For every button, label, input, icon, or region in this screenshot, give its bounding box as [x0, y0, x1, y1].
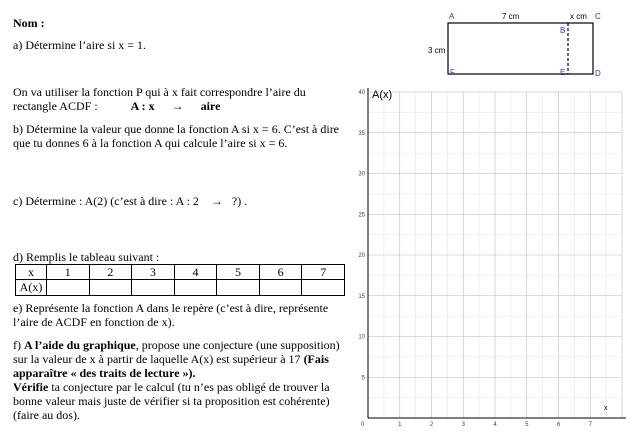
f-rest: , propose une conjecture (une supposition) [135, 338, 340, 352]
table-cell: 5 [217, 265, 260, 280]
question-f-line3: apparaître « des traits de lecture »). [13, 366, 196, 380]
question-c: c) Détermine : A(2) (c’est à dire : A : 2 → ?) . [13, 194, 248, 208]
x-axis-label: x [604, 405, 608, 412]
label-top-length: 7 cm [502, 12, 520, 21]
label-height: 3 cm [428, 46, 446, 55]
nom-label: Nom : [13, 16, 45, 30]
x-tick-label: 6 [556, 422, 561, 428]
question-b-line2: que tu donnes 6 à la fonction A qui calcule l’aire si x = 6. [13, 136, 288, 150]
x-tick-label: 4 [493, 422, 497, 428]
y-tick-label: 40 [358, 90, 365, 96]
table-cell: 7 [302, 265, 345, 280]
table-cell: 3 [132, 265, 175, 280]
f-line4-text: ta conjecture par le calcul (tu n’es pas obligé de trouver la [48, 380, 330, 394]
x-tick-label: 3 [461, 422, 465, 428]
table-cell: A(x) [16, 280, 47, 295]
label-f: F [450, 68, 455, 77]
y-tick-label: 30 [358, 171, 365, 178]
table-cell: 1 [47, 265, 90, 280]
y-axis-label: A(x) [372, 89, 393, 101]
question-d: d) Remplis le tableau suivant : [13, 250, 160, 264]
mapping-aire: aire [200, 99, 221, 113]
question-f-line6: (faire au dos). [13, 408, 80, 422]
y-tick-label: 10 [358, 334, 365, 341]
f-prefix: f) [13, 338, 24, 352]
question-e-line1: e) Représente la fonction A dans le repère (c’est à dire, représente [13, 301, 329, 315]
table-cell: 2 [89, 265, 132, 280]
f-line2-bold: (Fais [303, 352, 329, 366]
axes [368, 88, 626, 418]
x-tick-label: 1 [398, 422, 402, 428]
f-emphasis-graph: A l’aide du graphique [24, 338, 136, 352]
label-x-length: x cm [570, 12, 587, 21]
y-tick-label: 5 [361, 375, 365, 382]
intro-line1: On va utiliser la fonction P qui à x fait correspondre l’aire du [13, 85, 306, 99]
y-tick-label: 20 [358, 253, 365, 259]
label-d: D [595, 69, 601, 78]
table-cell: 6 [259, 265, 302, 280]
x-tick-label: 5 [525, 422, 529, 428]
question-f-line5: bonne valeur mais juste de vérifier si ta proposition est cohérente) [13, 394, 330, 408]
f-line2-text: sur la valeur de x à partir de laquelle A(x) est supérieur à 17 [13, 352, 304, 366]
y-tick-label: 15 [358, 293, 365, 300]
f-verify: Vérifie [13, 380, 49, 394]
label-a: A [449, 12, 455, 21]
x-tick-label: 7 [588, 422, 592, 428]
table-cell: x [16, 265, 47, 280]
label-e: E [560, 68, 566, 77]
question-a: a) Détermine l’aire si x = 1. [13, 38, 147, 52]
x-tick-label: 2 [429, 422, 434, 428]
question-e-line2: l’aire de ACDF en fonction de x). [13, 315, 175, 329]
intro-prefix: rectangle ACDF : [13, 99, 98, 113]
label-c: C [595, 12, 601, 21]
label-b: B [560, 26, 566, 35]
y-tick-label: 35 [358, 130, 365, 137]
origin-label: 0 [361, 422, 365, 428]
mapping-arrow-icon: → [171, 99, 184, 113]
table-cell: 4 [174, 265, 217, 280]
grid-major-lines [368, 92, 622, 418]
mapping-x: A : x [130, 99, 155, 113]
question-b-line1: b) Détermine la valeur que donne la fonction A si x = 6. C’est à dire [13, 122, 340, 136]
y-tick-label: 25 [358, 212, 365, 219]
